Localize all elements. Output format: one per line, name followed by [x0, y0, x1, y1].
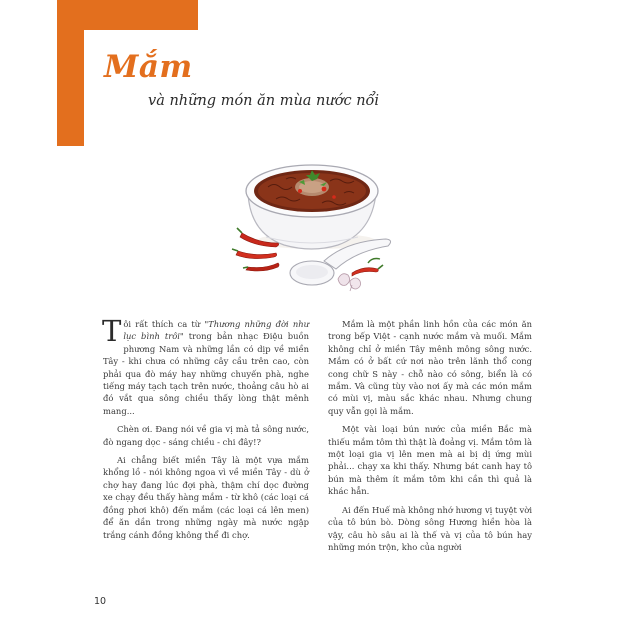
left-paragraph-2: Chèn ơi. Đang nói về gia vị mà tả sông nước, đò ngang dọc - sáng chiều - chi đây!? — [103, 424, 309, 447]
left-paragraph-3: Ai chẳng biết miền Tây là một vựa mắm khổng lồ - nói không ngoa vì về miền Tây - dù ở chợ hay đang lúc đợi phà, thậm chí dọc đường xe chạy đều thấy hàng mắm - từ khô (các loại cá đồng phơi khô) đến mắm (các loại cá lên men) để ăn dần trong những ngày mà nước ngập trắng cánh đồng không thể đi chợ. — [103, 455, 309, 540]
right-paragraph-1: Mắm là một phần linh hồn của các món ăn trong bếp Việt - cạnh nước mắm và muối. Mắm không chỉ ở miền Tây mênh mông sông nước. Mắm có ở bất cứ nơi nào trên lãnh thổ cong cong chữ S này - chỗ nào có sông, biển là có mắm. Và cũng tùy vào nơi ấy mà các món mắm có mùi vị, màu sắc khác nhau. Nhưng chung quy vẫn gọi là mắm. — [328, 319, 532, 416]
left-p1-body: trong bản nhạc Điệu buồn phương Nam và những lần có dịp về miền Tây - khi chưa có những cây cầu trên cao, còn phải qua đò máy hay những chuyến phà, nghe tiếng máy tạch tạch trên nước, thoảng câu hò ai đó vắt qua sông chiều thấy lòng thật mênh mang... — [103, 331, 309, 416]
left-p1-intro: ôi rất thích ca từ — [123, 319, 205, 329]
chapter-subtitle: và những món ăn mùa nước nổi — [148, 93, 380, 109]
left-text-column — [102, 314, 309, 547]
garlic-icon — [338, 274, 361, 291]
right-paragraph-2: Một vài loại bún nước của miền Bắc mà thiếu mắm tôm thì thật là đoảng vị. Mắm tôm là một loại gia vị lên men mà ai bị dị ứng mùi phải... chạy xa khi thấy. Nhưng bát canh hay tô bún mà thêm ít mắm tôm khi cần thì quả là khác hẳn. — [328, 424, 532, 497]
right-text-column — [328, 318, 532, 559]
chapter-title: Mắm — [104, 49, 193, 85]
soup-bowl-illustration — [226, 145, 422, 305]
frame-inner-blank — [84, 30, 198, 146]
left-paragraph-1 — [102, 314, 309, 417]
song-lyric-quote: "Thương những đời như lục bình trôi" — [123, 319, 309, 342]
right-paragraph-3: Ai đến Huế mà không nhớ hương vị tuyệt vời của tô bún bò. Dòng sông Hương hiền hòa là vậy, câu hò sâu ai là thế và vị của tô bún hay những món trộn, kho của người — [328, 504, 532, 552]
drop-cap: T — [102, 314, 122, 348]
page-number: 10 — [94, 596, 107, 607]
